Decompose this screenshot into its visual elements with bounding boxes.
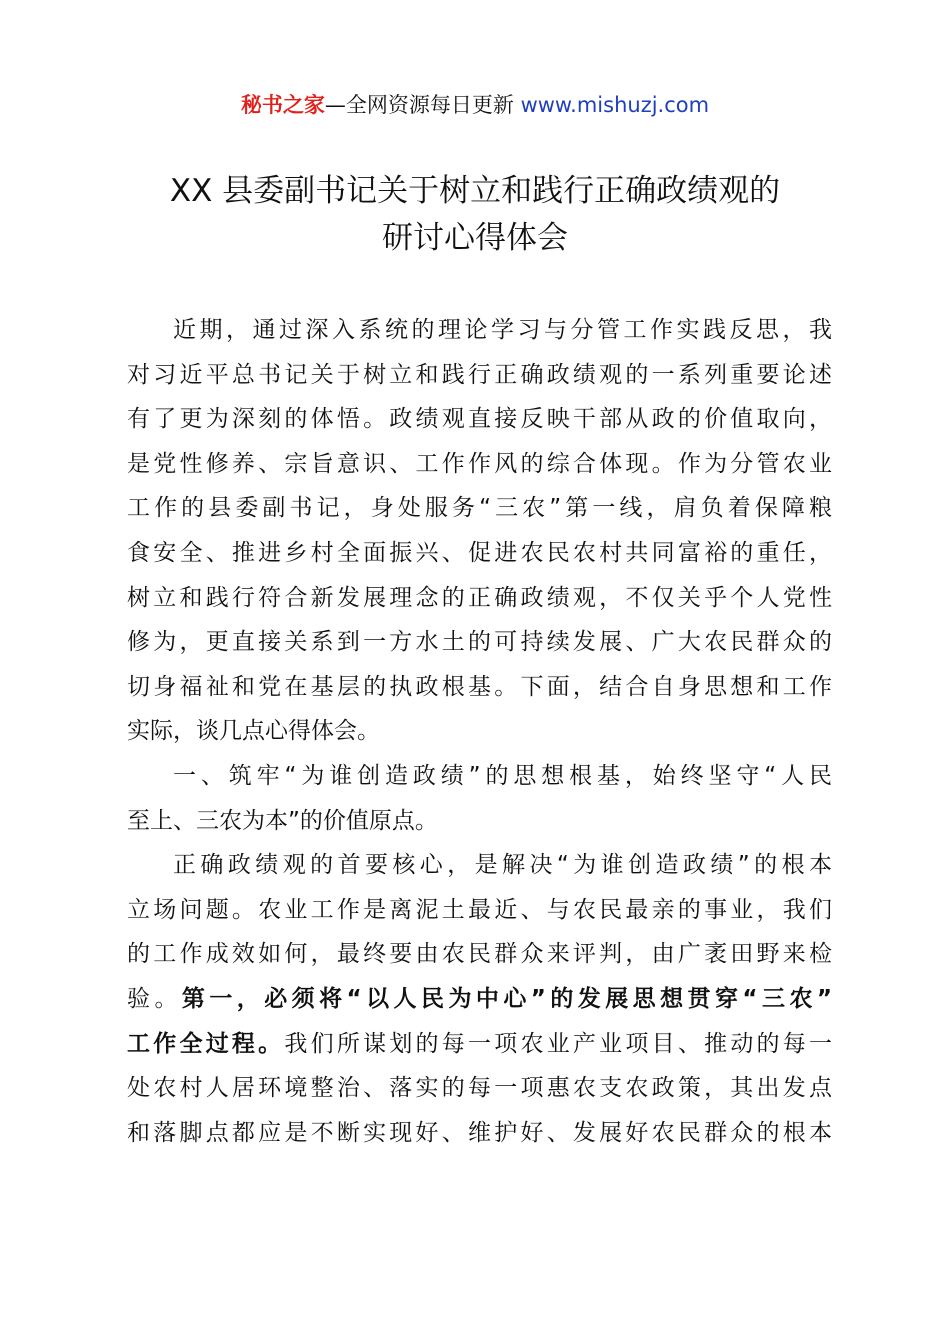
site-header xyxy=(0,88,950,122)
emphasis-text: 工作全过程。 xyxy=(127,1030,285,1057)
text-line: 的工作成效如何，最终要由农民群众来评判，由广袤田野来检 xyxy=(127,941,832,968)
title-line-2: 研讨心得体会 xyxy=(382,220,568,256)
text-line: 一、筑牢“为谁创造政绩”的思想根基，始终坚守“人民 xyxy=(173,762,832,789)
text-line: 立场问题。农业工作是离泥土最近、与农民最亲的事业，我们 xyxy=(127,896,832,923)
paragraph-section-1 xyxy=(127,843,832,1155)
text-line xyxy=(127,1022,832,1067)
text-line: 切身福祉和党在基层的执政根基。下面，结合自身思想和工作 xyxy=(127,673,832,700)
site-url-link[interactable]: www.mishuzj.com xyxy=(520,93,710,117)
title-line-1: XX 县委副书记关于树立和践行正确政绩观的 xyxy=(169,173,781,209)
site-brand: 秘书之家 xyxy=(240,93,325,117)
section-heading-1 xyxy=(127,754,832,843)
text-line: 和落脚点都应是不断实现好、维护好、发展好农民群众的根本 xyxy=(127,1119,832,1146)
text-line: 修为，更直接关系到一方水土的可持续发展、广大农民群众的 xyxy=(127,629,832,656)
paragraph-intro xyxy=(127,308,832,754)
emphasis-text: 第一，必须将“以人民为中心”的发展思想贯穿“三农” xyxy=(181,985,832,1012)
text-line: 树立和践行符合新发展理念的正确政绩观，不仅关乎个人党性 xyxy=(127,584,832,611)
text-line: 近期，通过深入系统的理论学习与分管工作实践反思，我 xyxy=(173,317,832,343)
document-title xyxy=(100,168,850,262)
text-run: 验。 xyxy=(127,985,182,1012)
site-tagline: —全网资源每日更新 xyxy=(324,93,521,117)
text-line: 是党性修养、宗旨意识、工作作风的综合体现。作为分管农业 xyxy=(127,450,832,477)
text-line: 至上、三农为本”的价值原点。 xyxy=(127,807,438,834)
text-line: 对习近平总书记关于树立和践行正确政绩观的一系列重要论述 xyxy=(127,361,832,388)
text-line: 实际，谈几点心得体会。 xyxy=(127,718,380,745)
text-line: 工作的县委副书记，身处服务“三农”第一线，肩负着保障粮 xyxy=(127,495,832,522)
text-line: 有了更为深刻的体悟。政绩观直接反映干部从政的价值取向， xyxy=(127,406,832,433)
text-line xyxy=(127,977,832,1022)
text-line: 食安全、推进乡村全面振兴、促进农民农村共同富裕的重任， xyxy=(127,539,832,566)
document-body xyxy=(127,308,832,1155)
text-run: 我们所谋划的每一项农业产业项目、推动的每一 xyxy=(284,1030,833,1057)
text-line: 处农村人居环境整治、落实的每一项惠农支农政策，其出发点 xyxy=(127,1075,832,1102)
text-line: 正确政绩观的首要核心，是解决“为谁创造政绩”的根本 xyxy=(173,852,832,879)
